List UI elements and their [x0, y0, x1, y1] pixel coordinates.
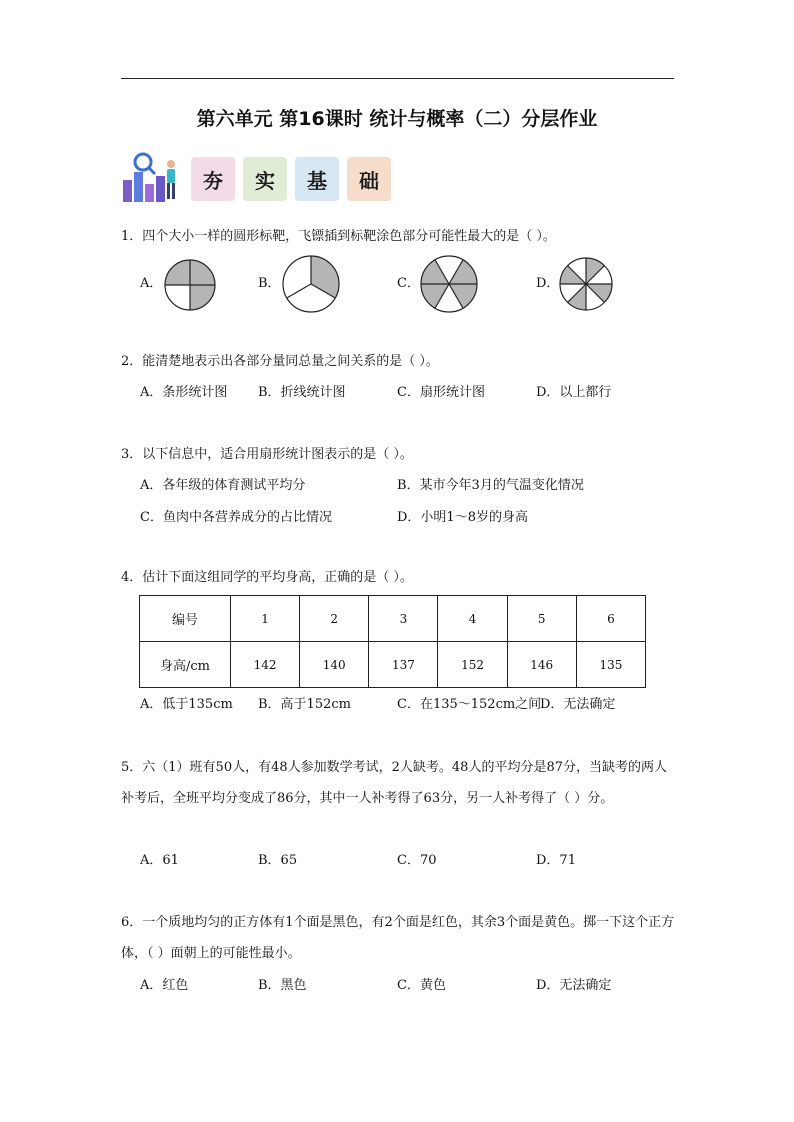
target-c-sixths-icon	[418, 253, 480, 315]
table-cell-height: 152	[438, 642, 507, 688]
table-cell-height: 146	[507, 642, 576, 688]
question-6-option-c: C．黄色	[397, 978, 446, 993]
question-2-stem: 2．能清楚地表示出各部分量同总量之间关系的是（ ）。	[121, 354, 439, 369]
banner-char-3-text: 基	[307, 168, 327, 193]
table-row	[140, 642, 646, 688]
target-a-quarters-icon	[162, 257, 218, 313]
question-4-option-b: B．高于152cm	[258, 697, 351, 712]
question-2-option-b: B．折线统计图	[258, 385, 346, 400]
table-cell-id: 3	[369, 596, 438, 642]
question-1-option-b: B．	[258, 276, 281, 291]
page-title: 第六单元 第16课时 统计与概率（二）分层作业	[196, 108, 598, 130]
question-5-stem: 5．六（1）班有50人，有48人参加数学考试，2人缺考。48人的平均分是87分，当缺考的两人补考后，全班平均分变成了86分，其中一人补考得了63分，另一人补考得了（ ）分。	[121, 760, 667, 806]
question-3-option-d: D．小明1～8岁的身高	[397, 510, 528, 525]
question-2-option-d: D．以上都行	[536, 385, 612, 400]
banner-char-3	[295, 157, 339, 201]
question-2-option-c: C．扇形统计图	[397, 385, 485, 400]
height-table	[139, 595, 646, 688]
table-cell-id: 2	[300, 596, 369, 642]
banner-char-2-text: 实	[255, 168, 275, 193]
target-b-thirds-icon	[280, 253, 342, 315]
table-cell-id: 1	[231, 596, 300, 642]
header-rule	[121, 78, 674, 79]
table-cell-height: 135	[576, 642, 645, 688]
question-6-stem: 6．一个质地均匀的正方体有1个面是黑色，有2个面是红色，其余3个面是黄色。掷一下这个正方体，（ ）面朝上的可能性最小。	[121, 915, 675, 961]
question-3-option-c: C．鱼肉中各营养成分的占比情况	[140, 510, 332, 525]
question-5-option-c: C．70	[397, 853, 437, 868]
question-6-option-d: D．无法确定	[536, 978, 612, 993]
question-1-option-d: D．	[536, 276, 560, 291]
table-cell-id: 6	[576, 596, 645, 642]
banner-char-2	[243, 157, 287, 201]
banner-char-1	[191, 157, 235, 201]
question-4-option-c: C．在135～152cm之间	[397, 697, 542, 712]
question-3-stem: 3．以下信息中，适合用扇形统计图表示的是（ ）。	[121, 447, 413, 462]
question-4-option-d: D．无法确定	[540, 697, 616, 712]
table-row	[140, 596, 646, 642]
banner-char-1-text: 夯	[203, 168, 223, 193]
target-d-eighths-icon	[557, 255, 615, 313]
question-3-option-b: B．某市今年3月的气温变化情况	[397, 478, 584, 493]
question-5-option-b: B．65	[258, 853, 298, 868]
question-5-option-a: A．61	[140, 853, 179, 868]
question-1-option-a: A．	[140, 276, 163, 291]
question-2-option-a: A．条形统计图	[140, 385, 228, 400]
table-cell-height: 140	[300, 642, 369, 688]
question-1-option-c: C．	[397, 276, 420, 291]
table-header-height: 身高/cm	[140, 642, 231, 688]
table-cell-id: 4	[438, 596, 507, 642]
study-illustration-icon	[121, 150, 185, 206]
table-cell-id: 5	[507, 596, 576, 642]
table-header-id: 编号	[140, 596, 231, 642]
question-6-option-b: B．黑色	[258, 978, 307, 993]
table-cell-height: 137	[369, 642, 438, 688]
question-4-stem: 4．估计下面这组同学的平均身高，正确的是（ ）。	[121, 570, 413, 585]
banner-char-4	[347, 157, 391, 201]
question-6-option-a: A．红色	[140, 978, 189, 993]
section-banner	[121, 150, 401, 206]
question-1-stem: 1．四个大小一样的圆形标靶，飞镖插到标靶涂色部分可能性最大的是（ ）。	[121, 229, 556, 244]
question-3-option-a: A．各年级的体育测试平均分	[140, 478, 306, 493]
question-4-option-a: A．低于135cm	[140, 697, 233, 712]
question-5-option-d: D．71	[536, 853, 576, 868]
banner-char-4-text: 础	[359, 168, 379, 193]
table-cell-height: 142	[231, 642, 300, 688]
